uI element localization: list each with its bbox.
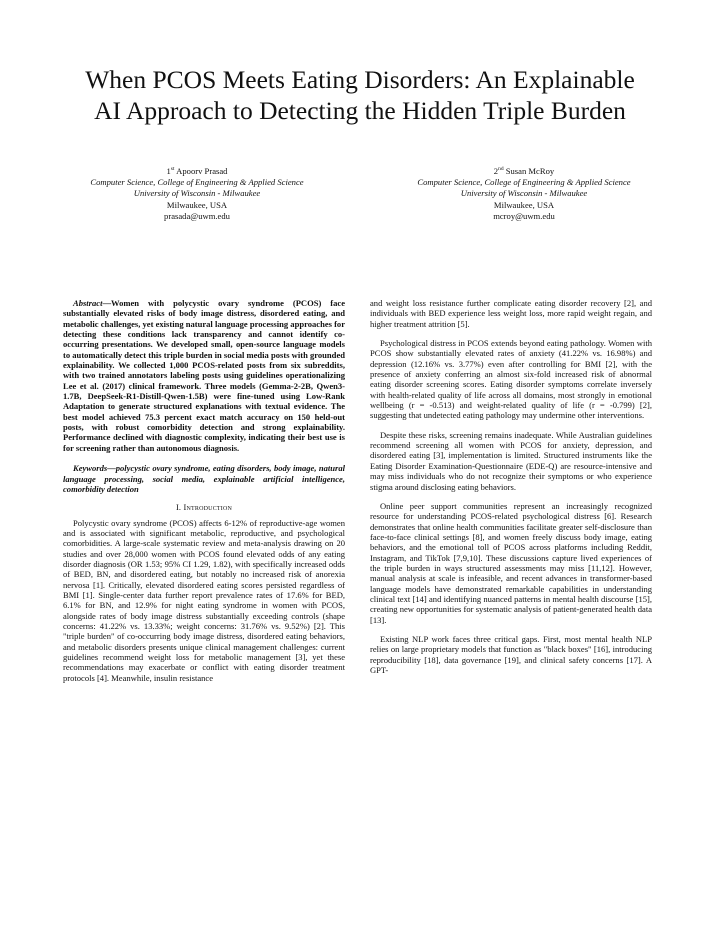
author-name: Susan McRoy xyxy=(505,166,555,176)
author-ordinal-suffix: st xyxy=(170,166,175,173)
right-paragraph-5: Existing NLP work faces three critical gaps. First, most mental health NLP relies on large proprietary models that function as "black boxes" [16], introducing reproducibility [18], data governance [19], and clinical safety concerns [17]. A GPT- xyxy=(370,633,652,675)
author-ordinal: 2 xyxy=(493,166,499,176)
author-location: Milwaukee, USA xyxy=(493,199,555,210)
author-name-line xyxy=(374,166,674,177)
abstract-lead: Abstract xyxy=(73,298,103,308)
right-paragraph-1: and weight loss resistance further complicate eating disorder recovery [2], and individuals with BED experience less weight loss, more rapid weight regain, and higher treatment attrition [5]. xyxy=(370,298,652,329)
abstract-text: —Women with polycystic ovary syndrome (PCOS) face substantially elevated risks of body image distress, disordered eating, and metabolic challenges, yet existing natural language processing approaches for detecting these conditions lack transparency and cannot identify co-occurring presentations. We developed small, open-source language models to automatically detect this triple burden in social media posts with grounded explainability. We collected 1,000 PCOS-related posts from six subreddits, with two trained annotators labeling posts using guidelines operationalizing Lee et al. (2017) clinical framework. Three models (Gemma-2-2B, Qwen3-1.7B, DeepSeek-R1-Distill-Qwen-1.5B) were fine-tuned using Low-Rank Adaptation to generate structured explanations with textual evidence. The best model achieved 75.3 percent exact match accuracy on 150 held-out posts, with robust comorbidity detection and strong explainability. Performance declined with diagnostic complexity, indicating their best use is for screening rather than autonomous diagnosis. xyxy=(63,298,345,453)
keywords-lead: Keywords xyxy=(73,463,108,474)
author-location: Milwaukee, USA xyxy=(166,199,228,210)
right-column xyxy=(370,298,652,675)
author-ordinal-suffix: nd xyxy=(498,166,504,173)
intro-paragraph-1: Polycystic ovary syndrome (PCOS) affects 6-12% of reproductive-age women and is associated with significant metabolic, reproductive, and psychological comorbidities. A large-scale systematic review and meta-analysis drawing on 20 studies and over 28,000 women with PCOS found elevated odds of any eating disorder diagnosis (OR 1.53; 95% CI 1.29, 1.82), with specifically increased odds of BED, BN, and disordered eating, but notably no increased risk of anorexia nervosa [1]. Critically, elevated disordered eating scores persisted regardless of BMI [1]. Single-center data further report prevalence rates of 17.6% for BED, 6.1% for BN, and 12.9% for night eating syndrome in women with PCOS, alongside rates of body image distress substantially exceeding controls (shape concerns: 41.22% vs. 13.33%; weight concerns: 31.76% vs. 9.52%) [2]. This "triple burden" of co-occurring body image distress, disordered eating behaviors, and metabolic disorders presents unique clinical management challenges: current guidelines recommend weight loss for metabolic management [3], yet these recommendations may exacerbate or conflict with eating disorder treatment protocols [4]. Meanwhile, insulin resistance xyxy=(63,517,345,683)
paper-title xyxy=(40,64,680,126)
section-heading xyxy=(63,503,345,513)
author-email: mcroy@uwm.edu xyxy=(493,210,555,221)
right-paragraph-4: Online peer support communities represent an increasingly recognized resource for understanding PCOS-related psychological distress [6]. Research demonstrates that online health communities facilitate greater self-disclosure than face-to-face clinical settings [8], and women freely discuss body image, eating behaviors, and the emotional toll of PCOS across platforms including Reddit, Instagram, and TikTok [7,9,10]. These discussions capture lived experiences of the triple burden in ways structured assessments may miss [11,12]. However, manual analysis at scale is infeasible, and recent advances in transformer-based language models have demonstrated remarkable capabilities in understanding clinical text [14] and identifying nuanced patterns in mental health discourse [15], creating new opportunities for systematic analysis of patient-generated health data [13]. xyxy=(370,500,652,625)
author-email: prasada@uwm.edu xyxy=(164,210,230,221)
section-number: I. xyxy=(175,503,182,513)
keywords xyxy=(63,463,345,494)
author-dept: Computer Science, College of Engineering & Applied Science xyxy=(90,177,304,188)
author-block-2 xyxy=(374,166,674,222)
author-name: Apoorv Prasad xyxy=(176,166,228,176)
author-dept: Computer Science, College of Engineering & Applied Science xyxy=(417,177,631,188)
author-university: University of Wisconsin - Milwaukee xyxy=(460,188,588,199)
author-ordinal: 1 xyxy=(166,166,171,176)
title-line-2: AI Approach to Detecting the Hidden Triple Burden xyxy=(94,96,626,125)
title-line-1: When PCOS Meets Eating Disorders: An Explainable xyxy=(85,65,635,94)
left-column xyxy=(63,298,345,683)
section-title: Introduction xyxy=(183,503,233,513)
right-paragraph-3: Despite these risks, screening remains inadequate. While Australian guidelines recommend screening all women with PCOS for anxiety, depression, and disordered eating [3], implementation is limited. Structured instruments like the Eating Disorder Examination-Questionnaire (EDE-Q) are resource-intensive and may miss individuals who do not recognize their symptoms or who experience stigma around disclosing eating behaviors. xyxy=(370,429,652,492)
right-paragraph-2: Psychological distress in PCOS extends beyond eating pathology. Women with PCOS show substantially elevated rates of anxiety (41.22% vs. 16.98%) and depression (12.16% vs. 3.77%) even after controlling for BMI [2], with the presence of anxiety conferring an almost six-fold increased risk of abnormal eating disorder screening scores. Eating disorder symptoms correlate inversely with health-related quality of life across all domains, most strongly in emotional wellbeing (r = -0.513) and weight-related quality of life (r = -0.799) [2], suggesting that undetected eating pathology may undermine other interventions. xyxy=(370,338,652,421)
author-name-line xyxy=(47,166,347,177)
author-block-1 xyxy=(47,166,347,222)
author-university: University of Wisconsin - Milwaukee xyxy=(133,188,261,199)
abstract xyxy=(63,298,345,453)
keywords-text: —polycystic ovary syndrome, eating disorders, body image, natural language processing, social media, explainable artificial intelligence, comorbidity detection xyxy=(63,463,345,494)
